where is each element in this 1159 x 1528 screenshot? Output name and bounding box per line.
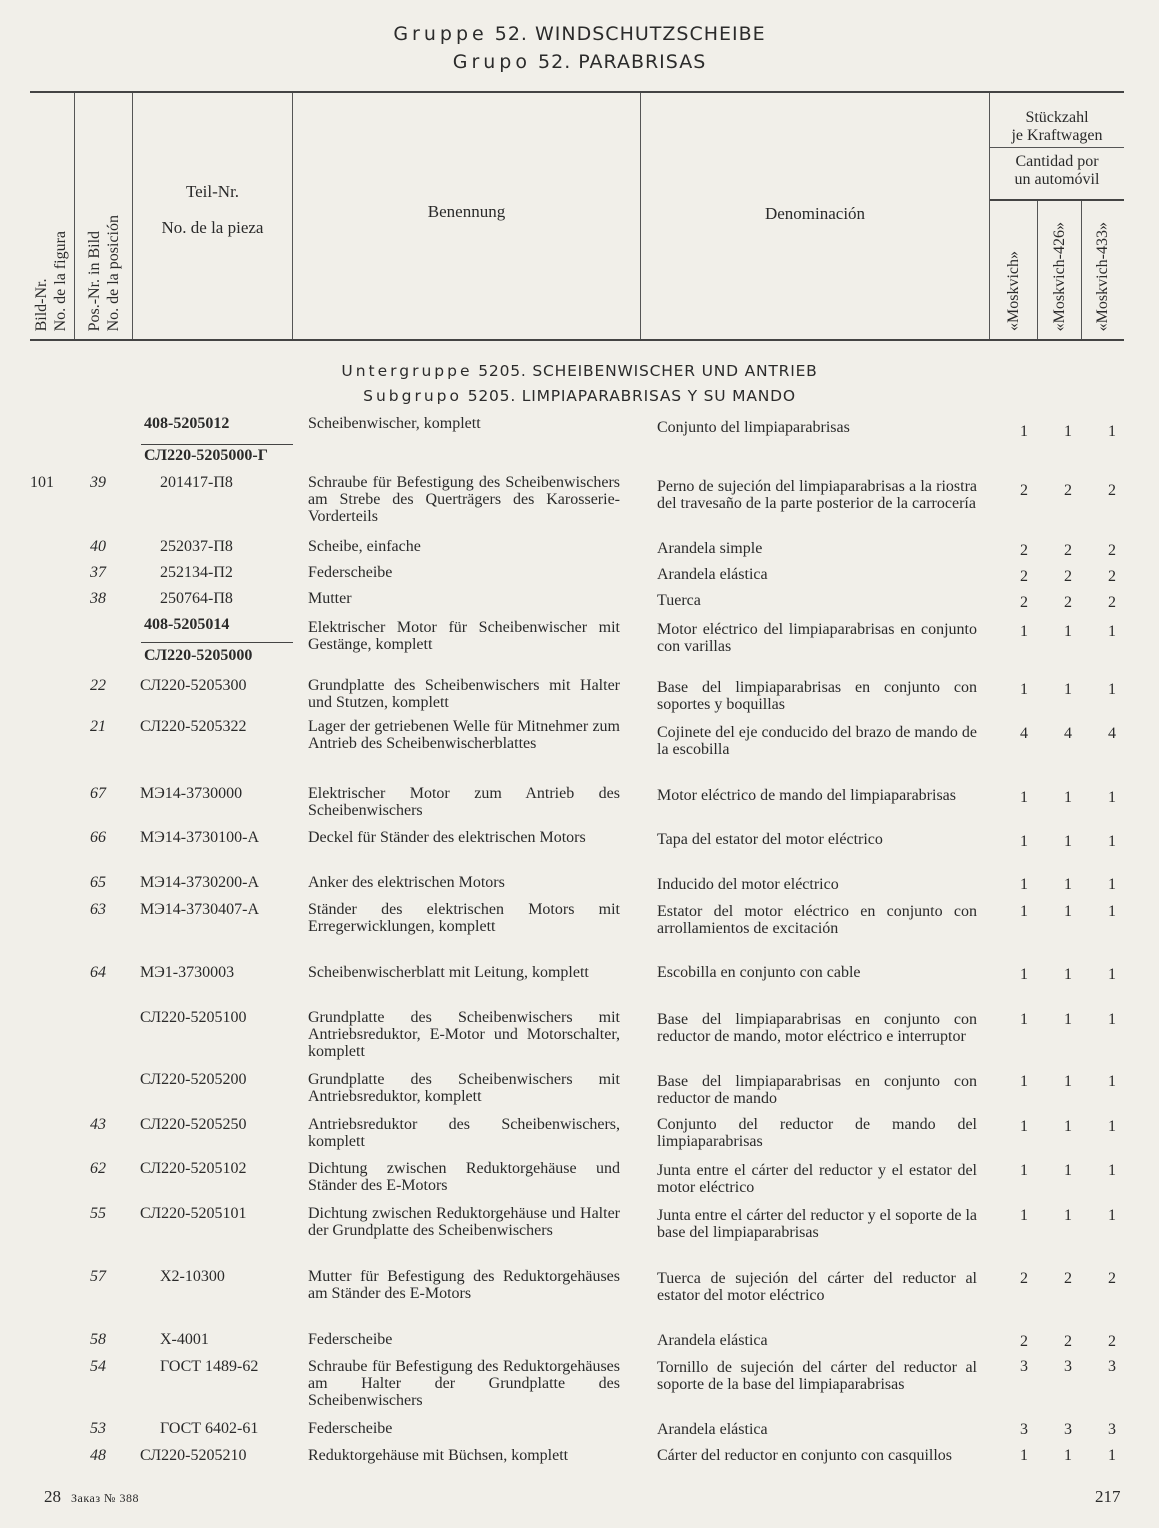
benennung: Grundplatte des Scheibenwischers mit Antriebsreduktor, E-Motor und Motorschalter, komplett <box>308 1009 620 1060</box>
position-number: 43 <box>90 1116 106 1133</box>
benennung: Grundplatte des Scheibenwischers mit Halter und Stutzen, komplett <box>308 677 620 711</box>
position-number: 37 <box>90 564 106 581</box>
benennung: Mutter <box>308 590 352 607</box>
qty-moskvich: 1 <box>1020 423 1028 440</box>
benennung: Schraube für Befestigung des Scheibenwischers am Strebe des Querträgers des Karosserie-Vorderteils <box>308 474 620 525</box>
qty-moskvich: 1 <box>1020 681 1028 698</box>
qty-moskvich-426: 1 <box>1064 789 1072 806</box>
position-number: 63 <box>90 901 106 918</box>
qty-moskvich-426: 1 <box>1064 1073 1072 1090</box>
denominacion: Tuerca de sujeción del cárter del reductor al estator del motor eléctrico <box>657 1270 977 1304</box>
qty-moskvich-433: 1 <box>1108 966 1116 983</box>
header-part-de: Teil-Nr. <box>185 182 240 201</box>
part-number: МЭ14-3730000 <box>140 785 243 802</box>
qty-moskvich: 2 <box>1020 594 1028 611</box>
qty-moskvich-433: 1 <box>1108 1011 1116 1028</box>
denominacion: Motor eléctrico de mando del limpiaparabrisas <box>657 787 957 804</box>
benennung: Federscheibe <box>308 1331 393 1348</box>
denominacion: Junta entre el cárter del reductor y el soporte de la base del limpiaparabrisas <box>657 1207 977 1241</box>
model3: «Moskvich-433» <box>1094 221 1111 331</box>
position-number: 66 <box>90 829 106 846</box>
header-pos: Pos.-Nr. in Bild No. de la posición <box>86 214 122 331</box>
qty-de-1: Stückzahl <box>1025 109 1089 126</box>
header-denominacion: Denominación <box>764 204 866 223</box>
benennung: Elektrischer Motor für Scheibenwischer mit Gestänge, komplett <box>308 619 620 653</box>
part-number: ГОСТ 1489-62 <box>160 1358 259 1375</box>
position-number: 48 <box>90 1447 106 1464</box>
denominacion: Tornillo de sujeción del cárter del reductor al soporte de la base del limpiaparabrisas <box>657 1359 977 1393</box>
qty-moskvich: 1 <box>1020 1447 1028 1464</box>
qty-moskvich-426: 2 <box>1064 482 1072 499</box>
denominacion: Escobilla en conjunto con cable <box>657 964 861 981</box>
qty-moskvich: 2 <box>1020 568 1028 585</box>
qty-moskvich: 1 <box>1020 1118 1028 1135</box>
part-number-alt: СЛ220-5205000-Г <box>144 447 268 464</box>
qty-moskvich-433: 2 <box>1108 542 1116 559</box>
header-bild: Bild-Nr. No. de la figura <box>33 230 69 331</box>
qty-moskvich: 3 <box>1020 1421 1028 1438</box>
denominacion: Motor eléctrico del limpiaparabrisas en conjunto con varillas <box>657 621 977 655</box>
position-number: 53 <box>90 1420 106 1437</box>
part-number: СЛ220-5205322 <box>140 718 247 735</box>
qty-moskvich-426: 1 <box>1064 1207 1072 1224</box>
subgroup-word-es: Subgrupo <box>363 387 462 405</box>
qty-moskvich-426: 1 <box>1064 1447 1072 1464</box>
position-number: 21 <box>90 718 106 735</box>
benennung: Reduktorgehäuse mit Büchsen, komplett <box>308 1447 569 1464</box>
benennung: Schraube für Befestigung des Reduktorgehäuses am Halter der Grundplatte des Scheibenwischers <box>308 1358 620 1409</box>
qty-moskvich-426: 3 <box>1064 1421 1072 1438</box>
qty-moskvich: 2 <box>1020 1270 1028 1287</box>
qty-moskvich-426: 2 <box>1064 594 1072 611</box>
qty-moskvich: 2 <box>1020 482 1028 499</box>
position-number: 64 <box>90 964 106 981</box>
order-number: Заказ № 388 <box>71 1491 140 1505</box>
denominacion: Inducido del motor eléctrico <box>657 876 839 893</box>
denominacion: Perno de sujeción del limpiaparabrisas a la riostra del travesaño de la parte posterior de la carrocería <box>657 478 977 512</box>
part-number: МЭ1-3730003 <box>140 964 235 981</box>
group-word-de: Gruppe <box>393 23 488 45</box>
part-number: Х2-10300 <box>160 1268 225 1285</box>
part-number: 408-5205014 <box>144 616 230 633</box>
position-number: 38 <box>90 590 106 607</box>
position-number: 67 <box>90 785 106 802</box>
position-number: 57 <box>90 1268 106 1285</box>
page-number-right: 217 <box>1095 1487 1121 1506</box>
qty-moskvich-426: 1 <box>1064 1162 1072 1179</box>
qty-moskvich-433: 1 <box>1108 681 1116 698</box>
denominacion: Estator del motor eléctrico en conjunto con arrollamientos de excitación <box>657 903 977 937</box>
part-divider <box>141 642 293 643</box>
part-number: МЭ14-3730407-А <box>140 901 259 918</box>
qty-moskvich-426: 1 <box>1064 1118 1072 1135</box>
part-number: МЭ14-3730200-А <box>140 874 259 891</box>
qty-moskvich: 2 <box>1020 542 1028 559</box>
position-number: 65 <box>90 874 106 891</box>
qty-moskvich-433: 4 <box>1108 725 1116 742</box>
qty-moskvich-433: 1 <box>1108 1118 1116 1135</box>
qty-moskvich-433: 1 <box>1108 789 1116 806</box>
qty-moskvich-433: 1 <box>1108 423 1116 440</box>
qty-moskvich-433: 2 <box>1108 568 1116 585</box>
denominacion: Cárter del reductor en conjunto con casquillos <box>657 1447 953 1464</box>
page-number-left: 28 <box>44 1487 61 1506</box>
part-number: 252037-П8 <box>160 538 233 555</box>
denominacion: Conjunto del reductor de mando del limpiaparabrisas <box>657 1116 977 1150</box>
benennung: Federscheibe <box>308 1420 393 1437</box>
part-number: 201417-П8 <box>160 474 233 491</box>
denominacion: Arandela simple <box>657 540 763 557</box>
qty-moskvich-433: 1 <box>1108 876 1116 893</box>
qty-moskvich-426: 1 <box>1064 681 1072 698</box>
denominacion: Junta entre el cárter del reductor y el estator del motor eléctrico <box>657 1162 977 1196</box>
qty-moskvich-433: 2 <box>1108 482 1116 499</box>
subgroup-word-de: Untergruppe <box>341 362 473 380</box>
qty-es-1: Cantidad por <box>1015 153 1099 170</box>
qty-moskvich-426: 1 <box>1064 833 1072 850</box>
part-number: 408-5205012 <box>144 415 230 432</box>
qty-moskvich: 1 <box>1020 833 1028 850</box>
model1: «Moskvich» <box>1005 251 1022 331</box>
position-number: 39 <box>90 474 106 491</box>
qty-moskvich: 1 <box>1020 966 1028 983</box>
qty-de-2: je Kraftwagen <box>1011 127 1103 144</box>
benennung: Elektrischer Motor zum Antrieb des Scheibenwischers <box>308 785 620 819</box>
benennung: Federscheibe <box>308 564 393 581</box>
qty-moskvich-433: 1 <box>1108 623 1116 640</box>
qty-moskvich-426: 2 <box>1064 568 1072 585</box>
group-name-es: 52. PARABRISAS <box>530 51 707 73</box>
qty-moskvich-426: 2 <box>1064 1333 1072 1350</box>
position-number: 62 <box>90 1160 106 1177</box>
qty-moskvich: 4 <box>1020 725 1028 742</box>
qty-moskvich-426: 1 <box>1064 903 1072 920</box>
part-number: ГОСТ 6402-61 <box>160 1420 259 1437</box>
qty-moskvich-426: 1 <box>1064 423 1072 440</box>
qty-moskvich-433: 2 <box>1108 1270 1116 1287</box>
denominacion: Base del limpiaparabrisas en conjunto con reductor de mando <box>657 1073 977 1107</box>
qty-moskvich: 1 <box>1020 1207 1028 1224</box>
qty-moskvich: 3 <box>1020 1358 1028 1375</box>
model2: «Moskvich-426» <box>1051 221 1068 331</box>
qty-moskvich: 1 <box>1020 903 1028 920</box>
part-number: Х-4001 <box>160 1331 209 1348</box>
denominacion: Tuerca <box>657 592 701 609</box>
denominacion: Arandela elástica <box>657 1332 768 1349</box>
qty-moskvich-433: 2 <box>1108 1333 1116 1350</box>
qty-moskvich-433: 1 <box>1108 1207 1116 1224</box>
position-number: 40 <box>90 538 106 555</box>
benennung: Dichtung zwischen Reduktorgehäuse und Halter der Grundplatte des Scheibenwischers <box>308 1205 620 1239</box>
qty-moskvich-433: 3 <box>1108 1358 1116 1375</box>
qty-moskvich-426: 2 <box>1064 1270 1072 1287</box>
qty-moskvich-426: 3 <box>1064 1358 1072 1375</box>
position-number: 22 <box>90 677 106 694</box>
qty-moskvich-433: 1 <box>1108 903 1116 920</box>
qty-moskvich-426: 1 <box>1064 1011 1072 1028</box>
denominacion: Base del limpiaparabrisas en conjunto con soportes y boquillas <box>657 679 977 713</box>
group-word-es: Grupo <box>452 51 531 73</box>
qty-moskvich: 1 <box>1020 789 1028 806</box>
header-part-es: No. de la pieza <box>161 218 264 237</box>
qty-moskvich-433: 1 <box>1108 833 1116 850</box>
qty-moskvich: 1 <box>1020 1073 1028 1090</box>
benennung: Antriebsreduktor des Scheibenwischers, komplett <box>308 1116 620 1150</box>
position-number: 55 <box>90 1205 106 1222</box>
benennung: Dichtung zwischen Reduktorgehäuse und Ständer des E-Motors <box>308 1160 620 1194</box>
part-number: 252134-П2 <box>160 564 233 581</box>
qty-moskvich: 1 <box>1020 876 1028 893</box>
part-number: СЛ220-5205101 <box>140 1205 247 1222</box>
footer-left <box>44 1487 139 1507</box>
qty-moskvich-426: 1 <box>1064 966 1072 983</box>
position-number: 58 <box>90 1331 106 1348</box>
figure-number: 101 <box>30 474 54 491</box>
subgroup-name-de: 5205. SCHEIBENWISCHER UND ANTRIEB <box>472 362 818 380</box>
qty-moskvich-433: 1 <box>1108 1162 1116 1179</box>
benennung: Ständer des elektrischen Motors mit Erregerwicklungen, komplett <box>308 901 620 935</box>
benennung: Scheibe, einfache <box>308 538 421 555</box>
qty-moskvich-433: 2 <box>1108 594 1116 611</box>
qty-moskvich-433: 1 <box>1108 1073 1116 1090</box>
qty-moskvich-433: 3 <box>1108 1421 1116 1438</box>
benennung: Mutter für Befestigung des Reduktorgehäuses am Ständer des E-Motors <box>308 1268 620 1302</box>
qty-moskvich: 1 <box>1020 1011 1028 1028</box>
group-name-de: 52. WINDSCHUTZSCHEIBE <box>487 23 766 45</box>
part-number: СЛ220-5205100 <box>140 1009 247 1026</box>
part-number: СЛ220-5205210 <box>140 1447 247 1464</box>
qty-es-2: un automóvil <box>1014 171 1100 188</box>
benennung: Anker des elektrischen Motors <box>308 874 505 891</box>
denominacion: Conjunto del limpiaparabrisas <box>657 419 850 436</box>
benennung: Deckel für Ständer des elektrischen Motors <box>308 829 586 846</box>
part-number: СЛ220-5205250 <box>140 1116 247 1133</box>
part-number: СЛ220-5205300 <box>140 677 247 694</box>
benennung: Grundplatte des Scheibenwischers mit Antriebsreduktor, komplett <box>308 1071 620 1105</box>
benennung: Scheibenwischer, komplett <box>308 415 481 432</box>
denominacion: Arandela elástica <box>657 1421 768 1438</box>
header-benennung: Benennung <box>427 202 506 221</box>
denominacion: Base del limpiaparabrisas en conjunto con reductor de mando, motor eléctrico e interruptor <box>657 1011 977 1045</box>
part-number: 250764-П8 <box>160 590 233 607</box>
qty-moskvich-426: 1 <box>1064 876 1072 893</box>
qty-moskvich: 1 <box>1020 623 1028 640</box>
benennung: Scheibenwischerblatt mit Leitung, komplett <box>308 964 589 981</box>
part-number: СЛ220-5205200 <box>140 1071 247 1088</box>
qty-moskvich-433: 1 <box>1108 1447 1116 1464</box>
part-number: МЭ14-3730100-А <box>140 829 259 846</box>
qty-moskvich: 2 <box>1020 1333 1028 1350</box>
position-number: 54 <box>90 1358 106 1375</box>
part-number: СЛ220-5205102 <box>140 1160 247 1177</box>
denominacion: Tapa del estator del motor eléctrico <box>657 831 883 848</box>
qty-moskvich-426: 1 <box>1064 623 1072 640</box>
benennung: Lager der getriebenen Welle für Mitnehmer zum Antrieb des Scheibenwischerblattes <box>308 718 620 752</box>
denominacion: Arandela elástica <box>657 566 768 583</box>
qty-moskvich: 1 <box>1020 1162 1028 1179</box>
subgroup-name-es: 5205. LIMPIAPARABRISAS Y SU MANDO <box>461 387 796 405</box>
qty-moskvich-426: 4 <box>1064 725 1072 742</box>
qty-moskvich-426: 2 <box>1064 542 1072 559</box>
part-number-alt: СЛ220-5205000 <box>144 647 253 664</box>
denominacion: Cojinete del eje conducido del brazo de mando de la escobilla <box>657 724 977 758</box>
part-divider <box>141 444 293 445</box>
